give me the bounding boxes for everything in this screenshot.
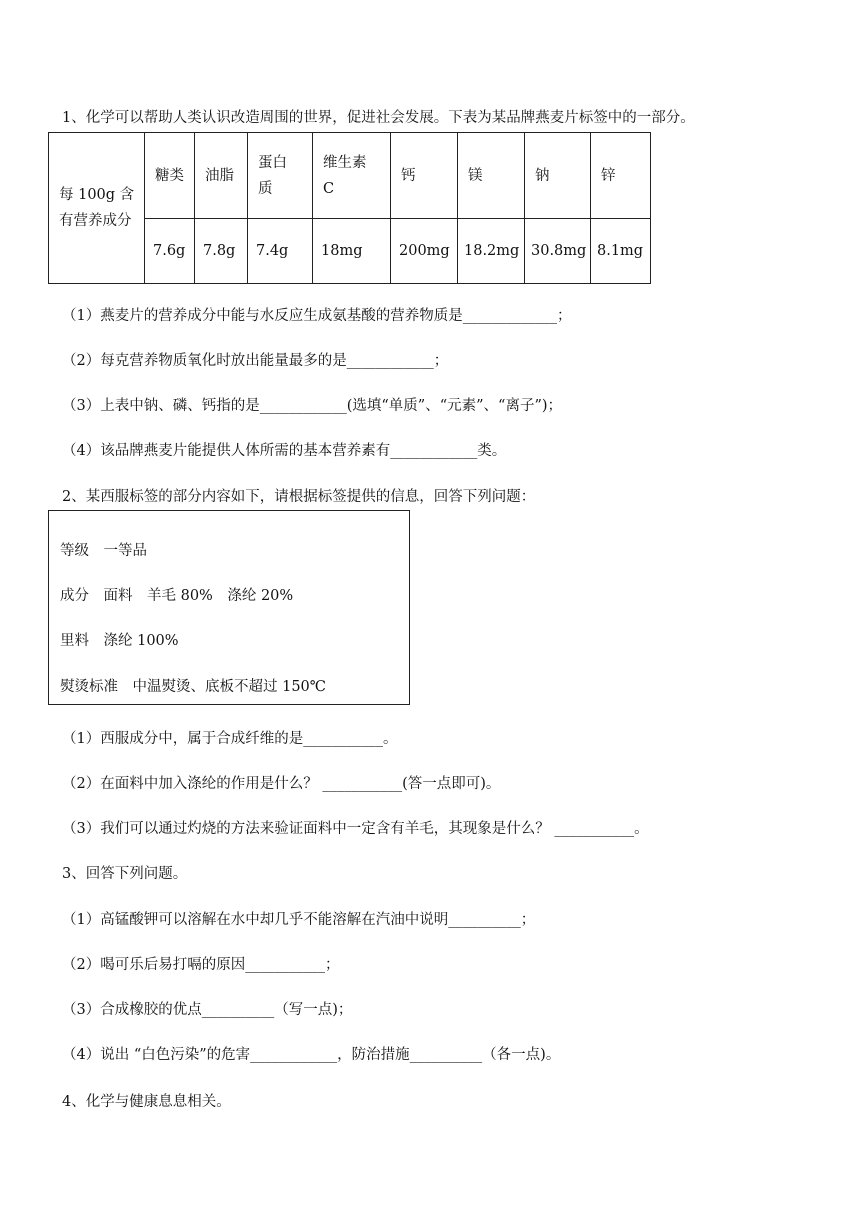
- question-2-sub-3: （3）我们可以通过灼烧的方法来验证面料中一定含有羊毛，其现象是什么？ ___________。: [62, 821, 649, 837]
- nutrient-name: 镁: [458, 133, 525, 219]
- question-2-stem: 2、某西服标签的部分内容如下，请根据标签提供的信息，回答下列问题：: [62, 489, 536, 505]
- nutrient-amount: 7.6g: [145, 219, 195, 284]
- nutrient-name: 油脂: [195, 133, 248, 219]
- nutrient-amount: 200mg: [391, 219, 458, 284]
- question-1-sub-2: （2）每克营养物质氧化时放出能量最多的是____________；: [62, 353, 449, 369]
- question-3-stem: 3、回答下列问题。: [62, 866, 188, 882]
- question-2-sub-2: （2）在面料中加入涤纶的作用是什么？ ___________(答一点即可)。: [62, 776, 501, 792]
- question-3-sub-4: （4）说出 “白色污染”的危害____________，防治措施__________（各一点)。: [62, 1047, 561, 1063]
- question-1-sub-4: （4）该品牌燕麦片能提供人体所需的基本营养素有____________类。: [62, 443, 507, 459]
- question-1-sub-3: （3）上表中钠、磷、钙指的是____________(选填“单质”、“元素”、“离子”)；: [62, 398, 563, 414]
- table-row-header: 每 100g 含有营养成分: [49, 133, 145, 284]
- nutrient-name: 蛋白质: [248, 133, 313, 219]
- nutrient-amount: 18mg: [313, 219, 391, 284]
- label-line-ironing: 熨烫标准 中温熨烫、底板不超过 150℃: [60, 679, 327, 695]
- question-4-stem: 4、化学与健康息息相关。: [62, 1094, 231, 1110]
- question-3-sub-1: （1）高锰酸钾可以溶解在水中却几乎不能溶解在汽油中说明__________；: [62, 912, 536, 928]
- question-1-stem: 1、化学可以帮助人类认识改造周围的世界，促进社会发展。下表为某品牌燕麦片标签中的一部分。: [62, 110, 695, 126]
- nutrient-amount: 8.1mg: [591, 219, 651, 284]
- nutrient-name: 维生素C: [313, 133, 391, 219]
- question-2-sub-1: （1）西服成分中，属于合成纤维的是___________。: [62, 731, 398, 747]
- label-line-grade: 等级 一等品: [60, 543, 147, 559]
- question-1-sub-1: （1）燕麦片的营养成分中能与水反应生成氨基酸的营养物质是_____________；: [62, 308, 572, 324]
- nutrition-table: [48, 132, 651, 284]
- label-line-lining: 里料 涤纶 100%: [60, 633, 179, 649]
- nutrient-amount: 18.2mg: [458, 219, 525, 284]
- nutrient-amount: 7.8g: [195, 219, 248, 284]
- nutrient-name: 钠: [525, 133, 591, 219]
- label-line-fabric: 成分 面料 羊毛 80% 涤纶 20%: [60, 588, 294, 604]
- nutrient-name: 钙: [391, 133, 458, 219]
- question-3-sub-2: （2）喝可乐后易打嗝的原因___________；: [62, 957, 340, 973]
- nutrient-name: 糖类: [145, 133, 195, 219]
- garment-label-box: [48, 510, 410, 705]
- nutrient-name: 锌: [591, 133, 651, 219]
- nutrient-amount: 7.4g: [248, 219, 313, 284]
- nutrient-amount: 30.8mg: [525, 219, 591, 284]
- question-3-sub-3: （3）合成橡胶的优点__________（写一点)；: [62, 1002, 353, 1018]
